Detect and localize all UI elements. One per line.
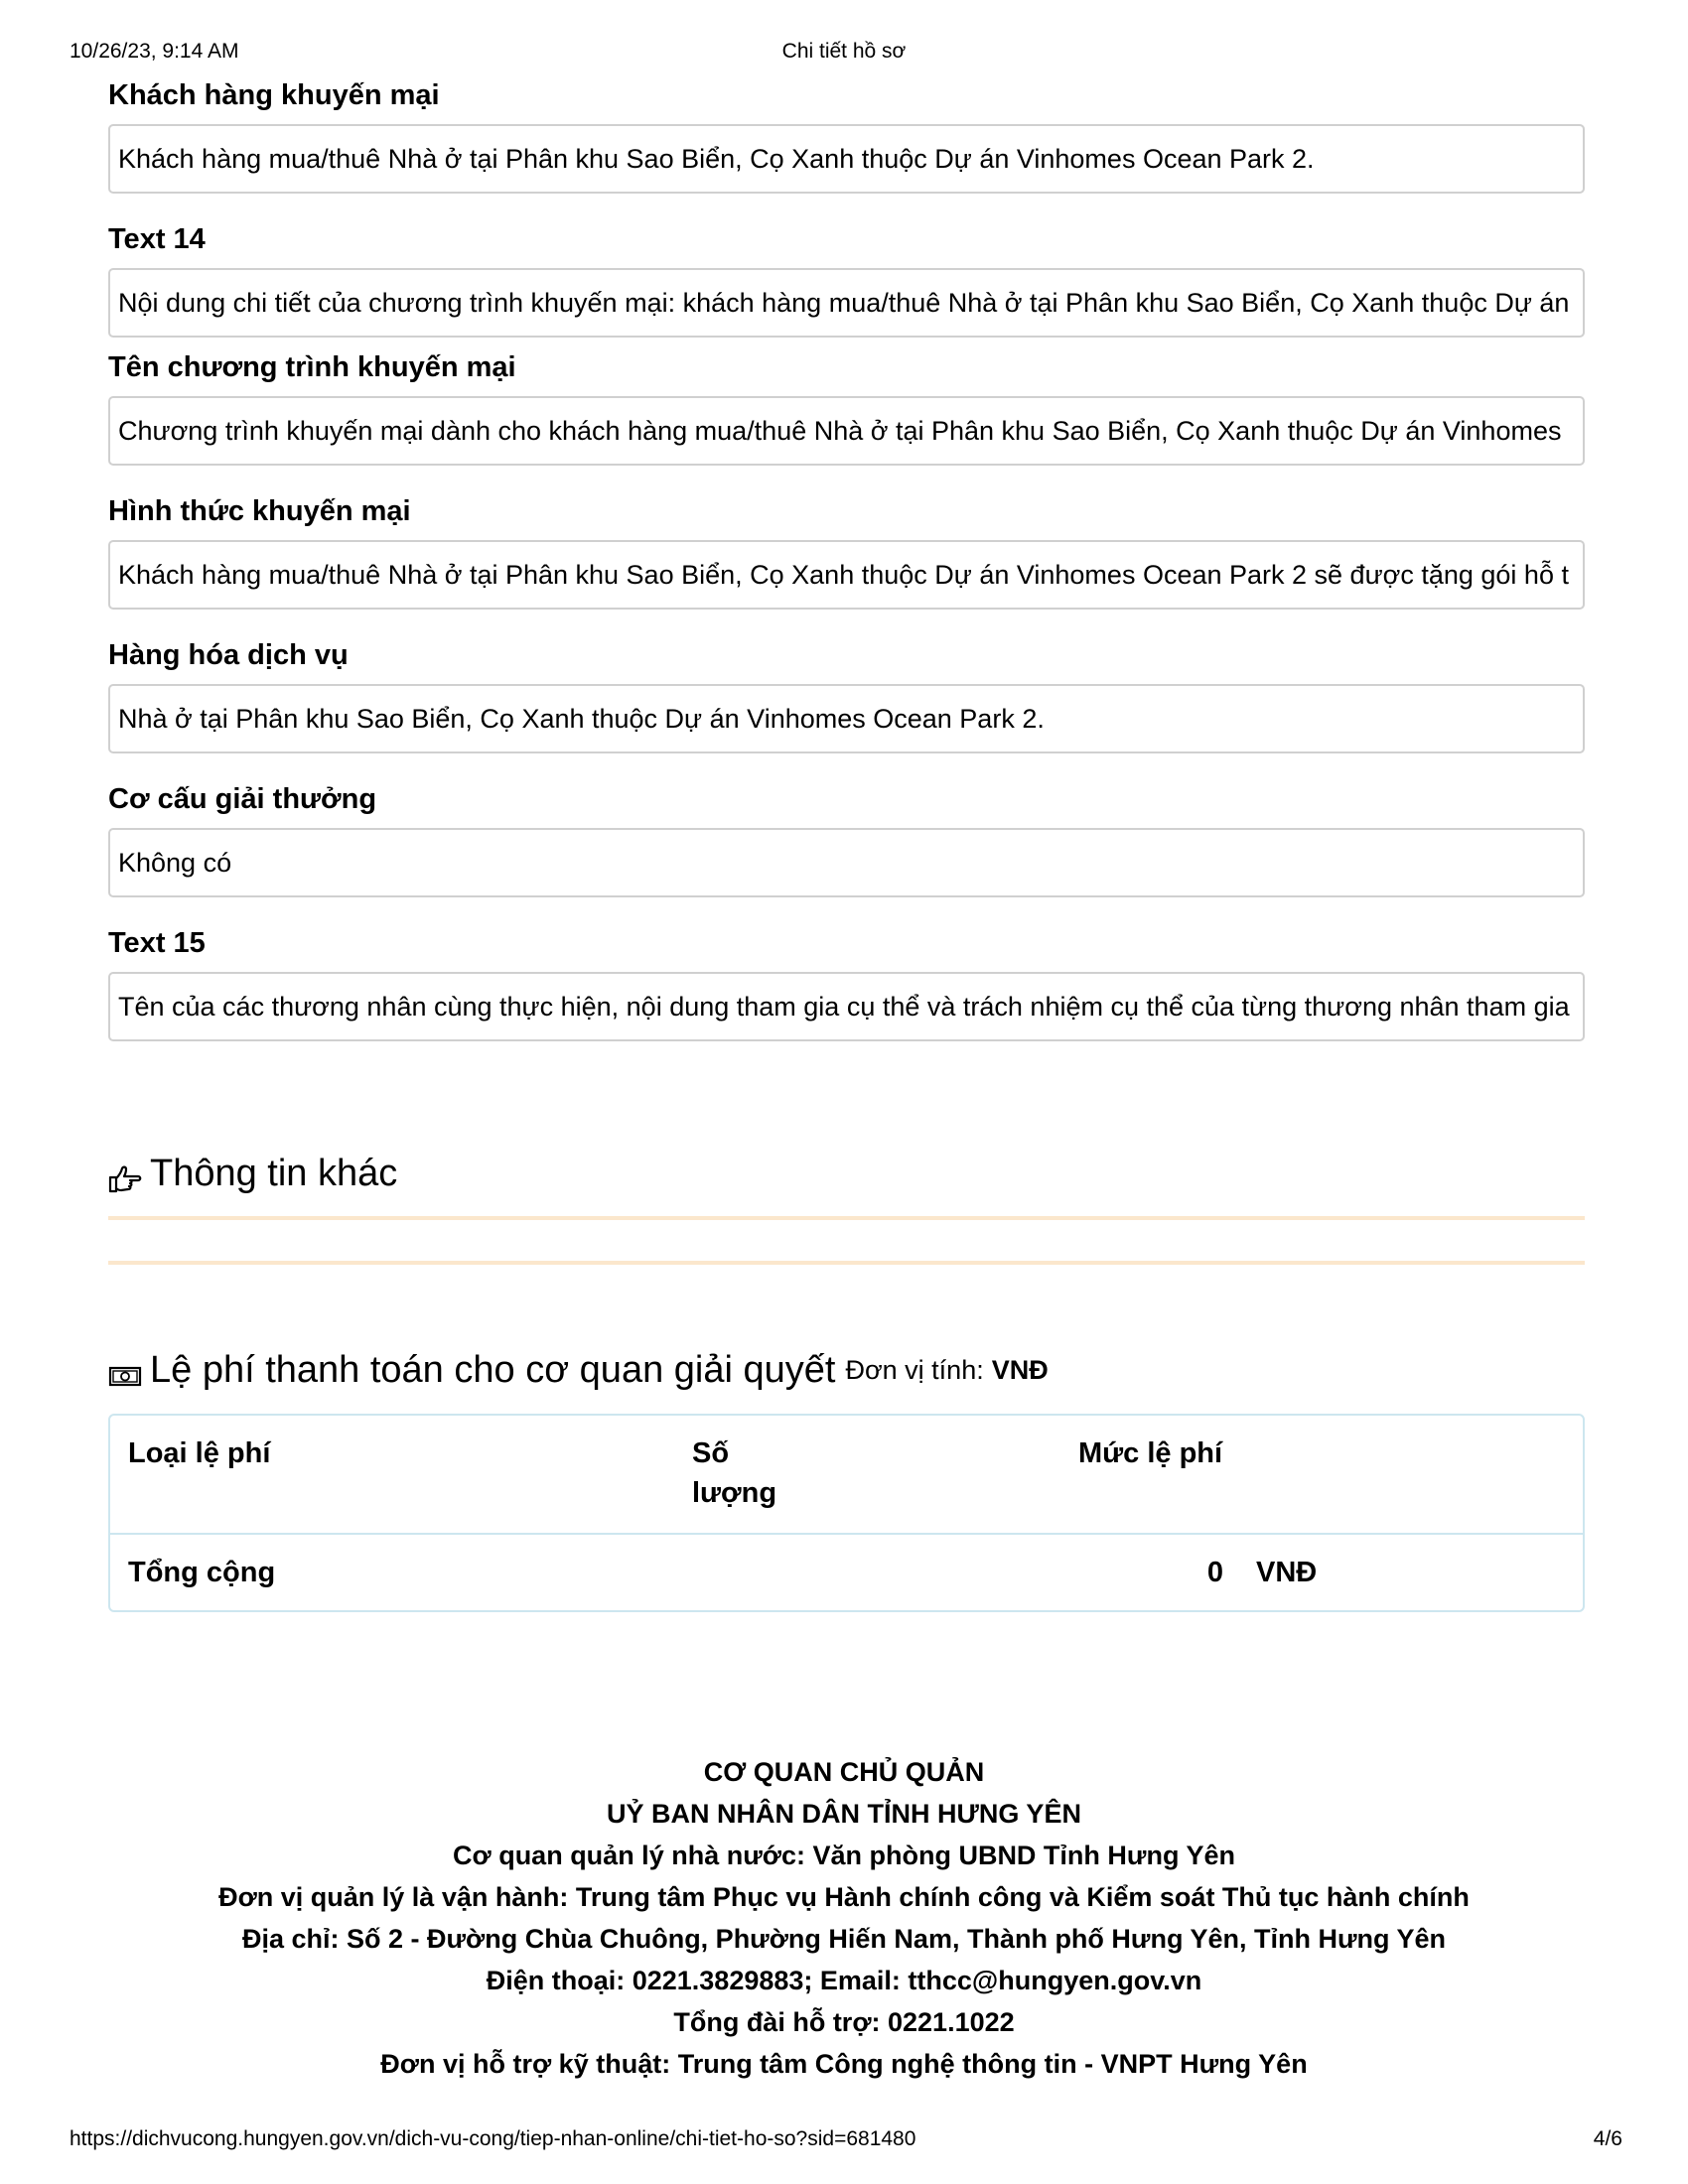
section-divider (108, 1261, 1585, 1265)
total-currency: VNĐ (1256, 1557, 1318, 1588)
print-datetime: 10/26/23, 9:14 AM (70, 40, 239, 63)
address: Địa chỉ: Số 2 - Đường Chùa Chuông, Phường Hiến Nam, Thành phố Hưng Yên, Tỉnh Hưng Yên (241, 1924, 1447, 1954)
promotion-fields (108, 77, 1585, 1069)
authority-heading: CƠ QUAN CHỦ QUẢN (703, 1757, 985, 1787)
field-label: Hình thức khuyến mại (108, 495, 411, 527)
field-label: Cơ cấu giải thưởng (108, 783, 377, 815)
column-header-amount: Mức lệ phí (1078, 1437, 1223, 1469)
field-program-name (108, 349, 1585, 466)
total-label: Tổng cộng (128, 1557, 276, 1588)
section-title-other-info (108, 1150, 397, 1197)
field-input-goods-services[interactable]: Nhà ở tại Phân khu Sao Biển, Cọ Xanh thuộc Dự án Vinhomes Ocean Park 2. (108, 684, 1585, 753)
fee-table (108, 1414, 1585, 1612)
table-total-row (110, 1535, 1583, 1610)
field-customer (108, 77, 1585, 194)
section-title-text: Thông tin khác (150, 1153, 398, 1194)
field-input-text-14[interactable]: Nội dung chi tiết của chương trình khuyến mại: khách hàng mua/thuê Nhà ở tại Phân khu Sao Biển, Cọ Xanh thuộc Dự án (108, 268, 1585, 338)
field-label: Tên chương trình khuyến mại (108, 351, 516, 383)
print-page-title: Chi tiết hồ sơ (781, 40, 907, 63)
field-prize-structure (108, 781, 1585, 897)
field-input-prize-structure[interactable]: Không có (108, 828, 1585, 897)
field-text-15 (108, 925, 1585, 1041)
section-title-fees (108, 1346, 1049, 1394)
state-manager: Cơ quan quản lý nhà nước: Văn phòng UBND Tỉnh Hưng Yên (453, 1841, 1235, 1870)
section-divider (108, 1216, 1585, 1220)
field-label: Text 14 (108, 223, 206, 255)
table-header-row (110, 1416, 1583, 1535)
field-text-14 (108, 221, 1585, 338)
page-number: 4/6 (1593, 2127, 1622, 2150)
hotline: Tổng đài hỗ trợ: 0221.1022 (673, 2007, 1015, 2037)
hand-pointing-right-icon (108, 1159, 142, 1188)
column-header-quantity: Số lượng (692, 1437, 777, 1509)
section-title-text: Lệ phí thanh toán cho cơ quan giải quyết (150, 1349, 836, 1391)
field-label: Text 15 (108, 927, 206, 959)
field-input-customer[interactable]: Khách hàng mua/thuê Nhà ở tại Phân khu Sao Biển, Cọ Xanh thuộc Dự án Vinhomes Ocean Park 2. (108, 124, 1585, 194)
column-header-fee-type: Loại lệ phí (128, 1437, 271, 1469)
tech-support: Đơn vị hỗ trợ kỹ thuật: Trung tâm Công nghệ thông tin - VNPT Hưng Yên (380, 2049, 1308, 2079)
print-url: https://dichvucong.hungyen.gov.vn/dich-vu-cong/tiep-nhan-online/chi-tiet-ho-so?sid=681480 (70, 2127, 916, 2150)
unit-value: VNĐ (991, 1355, 1049, 1385)
field-input-program-name[interactable]: Chương trình khuyến mại dành cho khách hàng mua/thuê Nhà ở tại Phân khu Sao Biển, Cọ Xanh thuộc Dự án Vinhomes (108, 396, 1585, 466)
field-goods-services (108, 637, 1585, 753)
banknote-icon (108, 1355, 142, 1385)
authority-name: UỶ BAN NHÂN DÂN TỈNH HƯNG YÊN (607, 1799, 1081, 1829)
total-amount: 0 (1206, 1557, 1223, 1588)
contact: Điện thoại: 0221.3829883; Email: tthcc@hungyen.gov.vn (486, 1966, 1202, 1995)
field-promotion-form (108, 493, 1585, 610)
unit-label: Đơn vị tính: (845, 1355, 984, 1385)
field-input-text-15[interactable]: Tên của các thương nhân cùng thực hiện, nội dung tham gia cụ thể và trách nhiệm cụ thể của từng thương nhân tham gia (108, 972, 1585, 1041)
print-header (70, 40, 1618, 69)
field-label: Hàng hóa dịch vụ (108, 639, 349, 671)
field-label: Khách hàng khuyến mại (108, 79, 440, 111)
operator: Đơn vị quản lý là vận hành: Trung tâm Phục vụ Hành chính công và Kiểm soát Thủ tục hành chính (218, 1882, 1470, 1912)
site-footer-info (0, 1751, 1688, 2085)
field-input-promotion-form[interactable]: Khách hàng mua/thuê Nhà ở tại Phân khu Sao Biển, Cọ Xanh thuộc Dự án Vinhomes Ocean Park 2 sẽ được tặng gói hỗ t (108, 540, 1585, 610)
